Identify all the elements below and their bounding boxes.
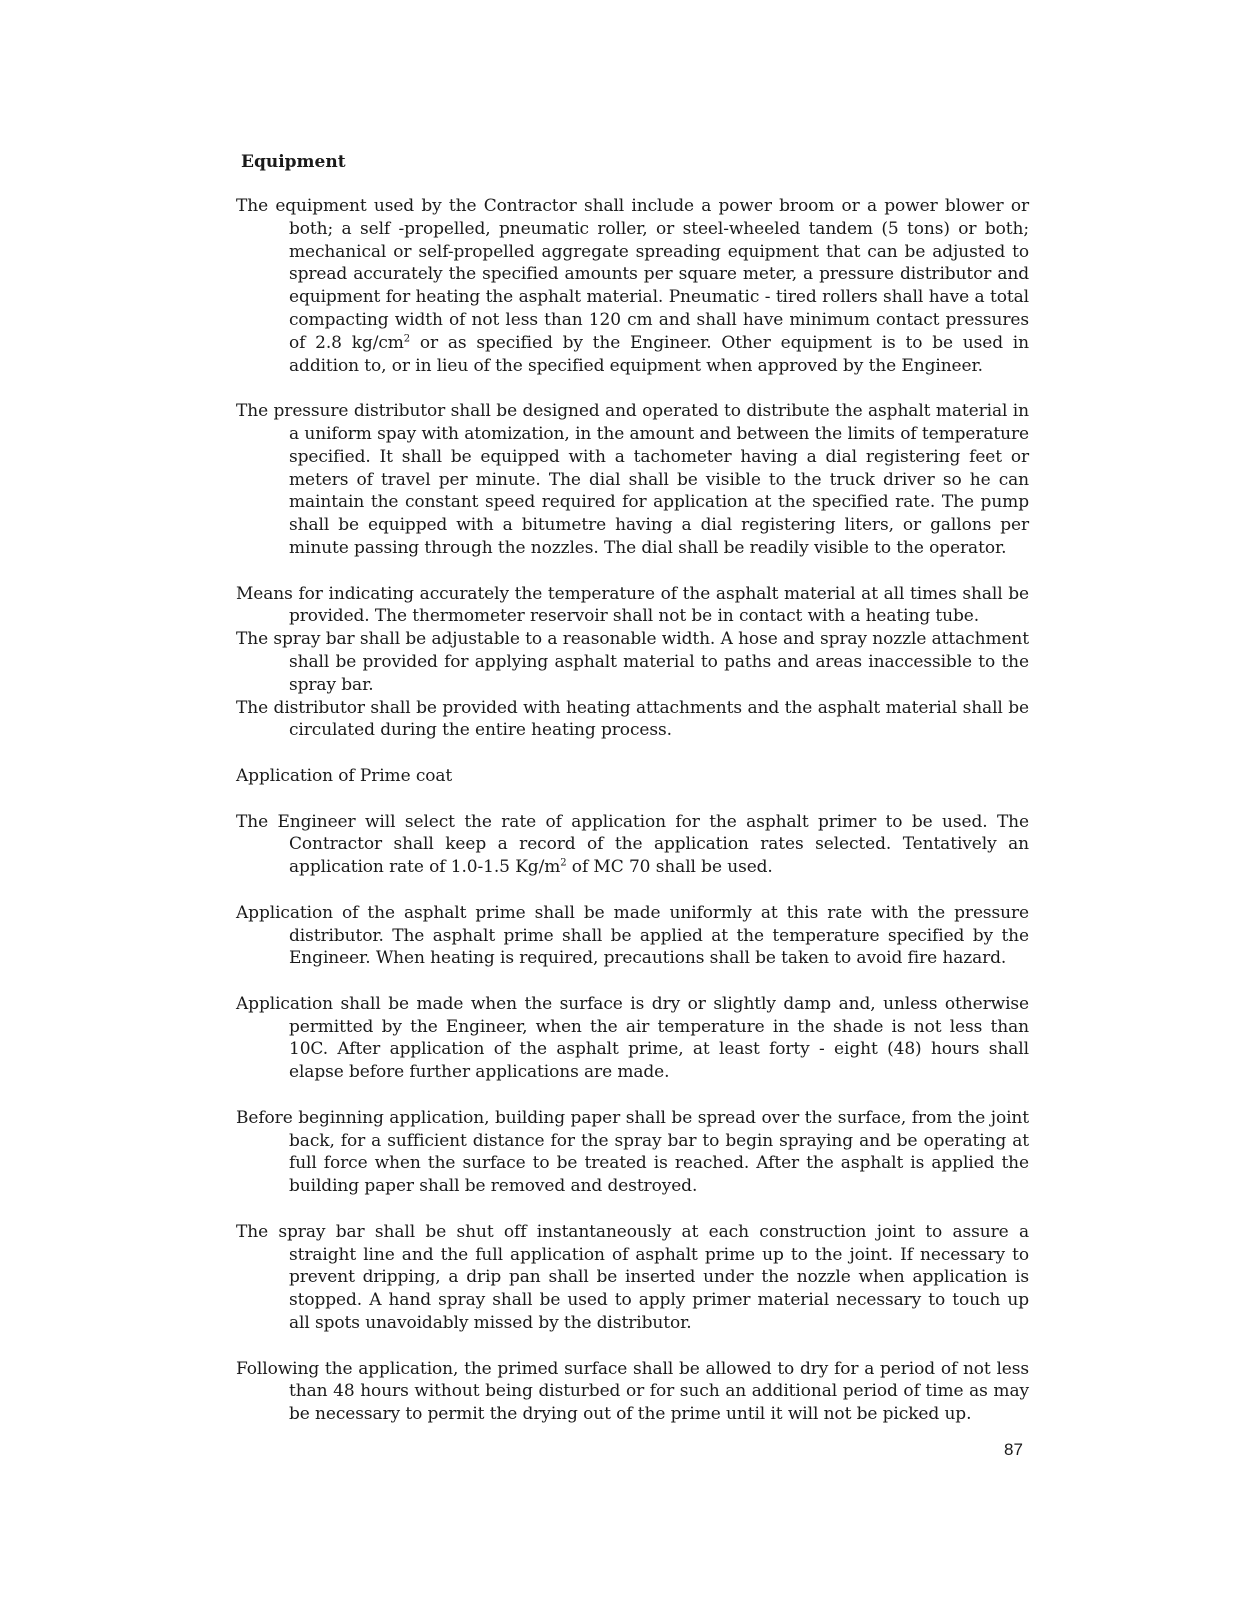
paragraph-equipment-list — [236, 195, 1029, 377]
superscript: 2 — [560, 857, 567, 869]
paragraph-pressure-distributor: The pressure distributor shall be designed and operated to distribute the asphalt material in a uniform spay with atomization, in the amount and between the limits of temperature specified. It shall be equipped with a tachometer having a dial registering feet or meters of travel per minute. The dial shall be visible to the truck driver so he can maintain the constant speed required for application at the specified rate. The pump shall be equipped with a bitumetre having a dial registering liters, or gallons per minute passing through the nozzles. The dial shall be readily visible to the operator. — [236, 401, 1029, 558]
paragraph-building-paper: Before beginning application, building paper shall be spread over the surface, from the joint back, for a sufficient distance for the spray bar to begin spraying and be operating at full force when the surface to be treated is reached. After the asphalt is applied the building paper shall be removed and destroyed. — [236, 1107, 1029, 1197]
paragraph-drying-period: Following the application, the primed surface shall be allowed to dry for a period of not less than 48 hours without being disturbed or for such an additional period of time as may be necessary to permit the drying out of the prime until it will not be picked up. — [236, 1358, 1029, 1425]
paragraph-uniform-application: Application of the asphalt prime shall be made uniformly at this rate with the pressure distributor. The asphalt prime shall be applied at the temperature specified by the Engineer. When heating is required, precautions shall be taken to avoid fire hazard. — [236, 902, 1029, 969]
page-number: 87 — [1004, 1440, 1023, 1459]
paragraph-text: The equipment used by the Contractor shall include a power broom or a power blower or both; a self -propelled, pneumatic roller, or steel-wheeled tandem (5 tons) or both; mechanical or self-propelled aggregate spreading equipment that can be adjusted to spread accurately the specified amounts per square meter, a pressure distributor and equipment for heating the asphalt material. Pneumatic - tired rollers shall have a total compacting width of not less than 120 cm and shall have minimum contact pressures of 2.8 kg/cm — [236, 196, 1029, 353]
paragraph-surface-conditions: Application shall be made when the surface is dry or slightly damp and, unless otherwise permitted by the Engineer, when the air temperature in the shade is not less than 10C. After application of the asphalt prime, at least forty - eight (48) hours shall elapse before further applications are made. — [236, 993, 1029, 1083]
superscript: 2 — [403, 333, 411, 345]
paragraph-application-rate — [236, 811, 1029, 879]
paragraph-text: or as specified by the Engineer. Other equipment is to be used in addition to, or in lieu of the specified equipment when approved by the Engineer. — [289, 332, 1029, 376]
subheading-prime-coat: Application of Prime coat — [236, 765, 453, 786]
document-body — [236, 195, 1029, 1426]
section-heading: Equipment — [241, 152, 346, 172]
paragraph-temperature-means: Means for indicating accurately the temperature of the asphalt material at all times shall be provided. The thermometer reservoir shall not be in contact with a heating tube. — [236, 583, 1029, 627]
paragraph-text: of MC 70 shall be used. — [566, 857, 773, 878]
paragraph-heating-attachments: The distributor shall be provided with heating attachments and the asphalt material shall be circulated during the entire heating process. — [236, 697, 1029, 741]
paragraph-text: The Engineer will select the rate of application for the asphalt primer to be used. The Contractor shall keep a record of the application rates selected. Tentatively an application rate of 1.0-1.5 Kg/m — [236, 811, 1029, 878]
paragraph-construction-joint: The spray bar shall be shut off instantaneously at each construction joint to assure a straight line and the full application of asphalt prime up to the joint. If necessary to prevent dripping, a drip pan shall be inserted under the nozzle when application is stopped. A hand spray shall be used to apply primer material necessary to touch up all spots unavoidably missed by the distributor. — [236, 1221, 1029, 1334]
paragraph-spray-bar: The spray bar shall be adjustable to a reasonable width. A hose and spray nozzle attachment shall be provided for applying asphalt material to paths and areas inaccessible to the spray bar. — [236, 629, 1029, 695]
